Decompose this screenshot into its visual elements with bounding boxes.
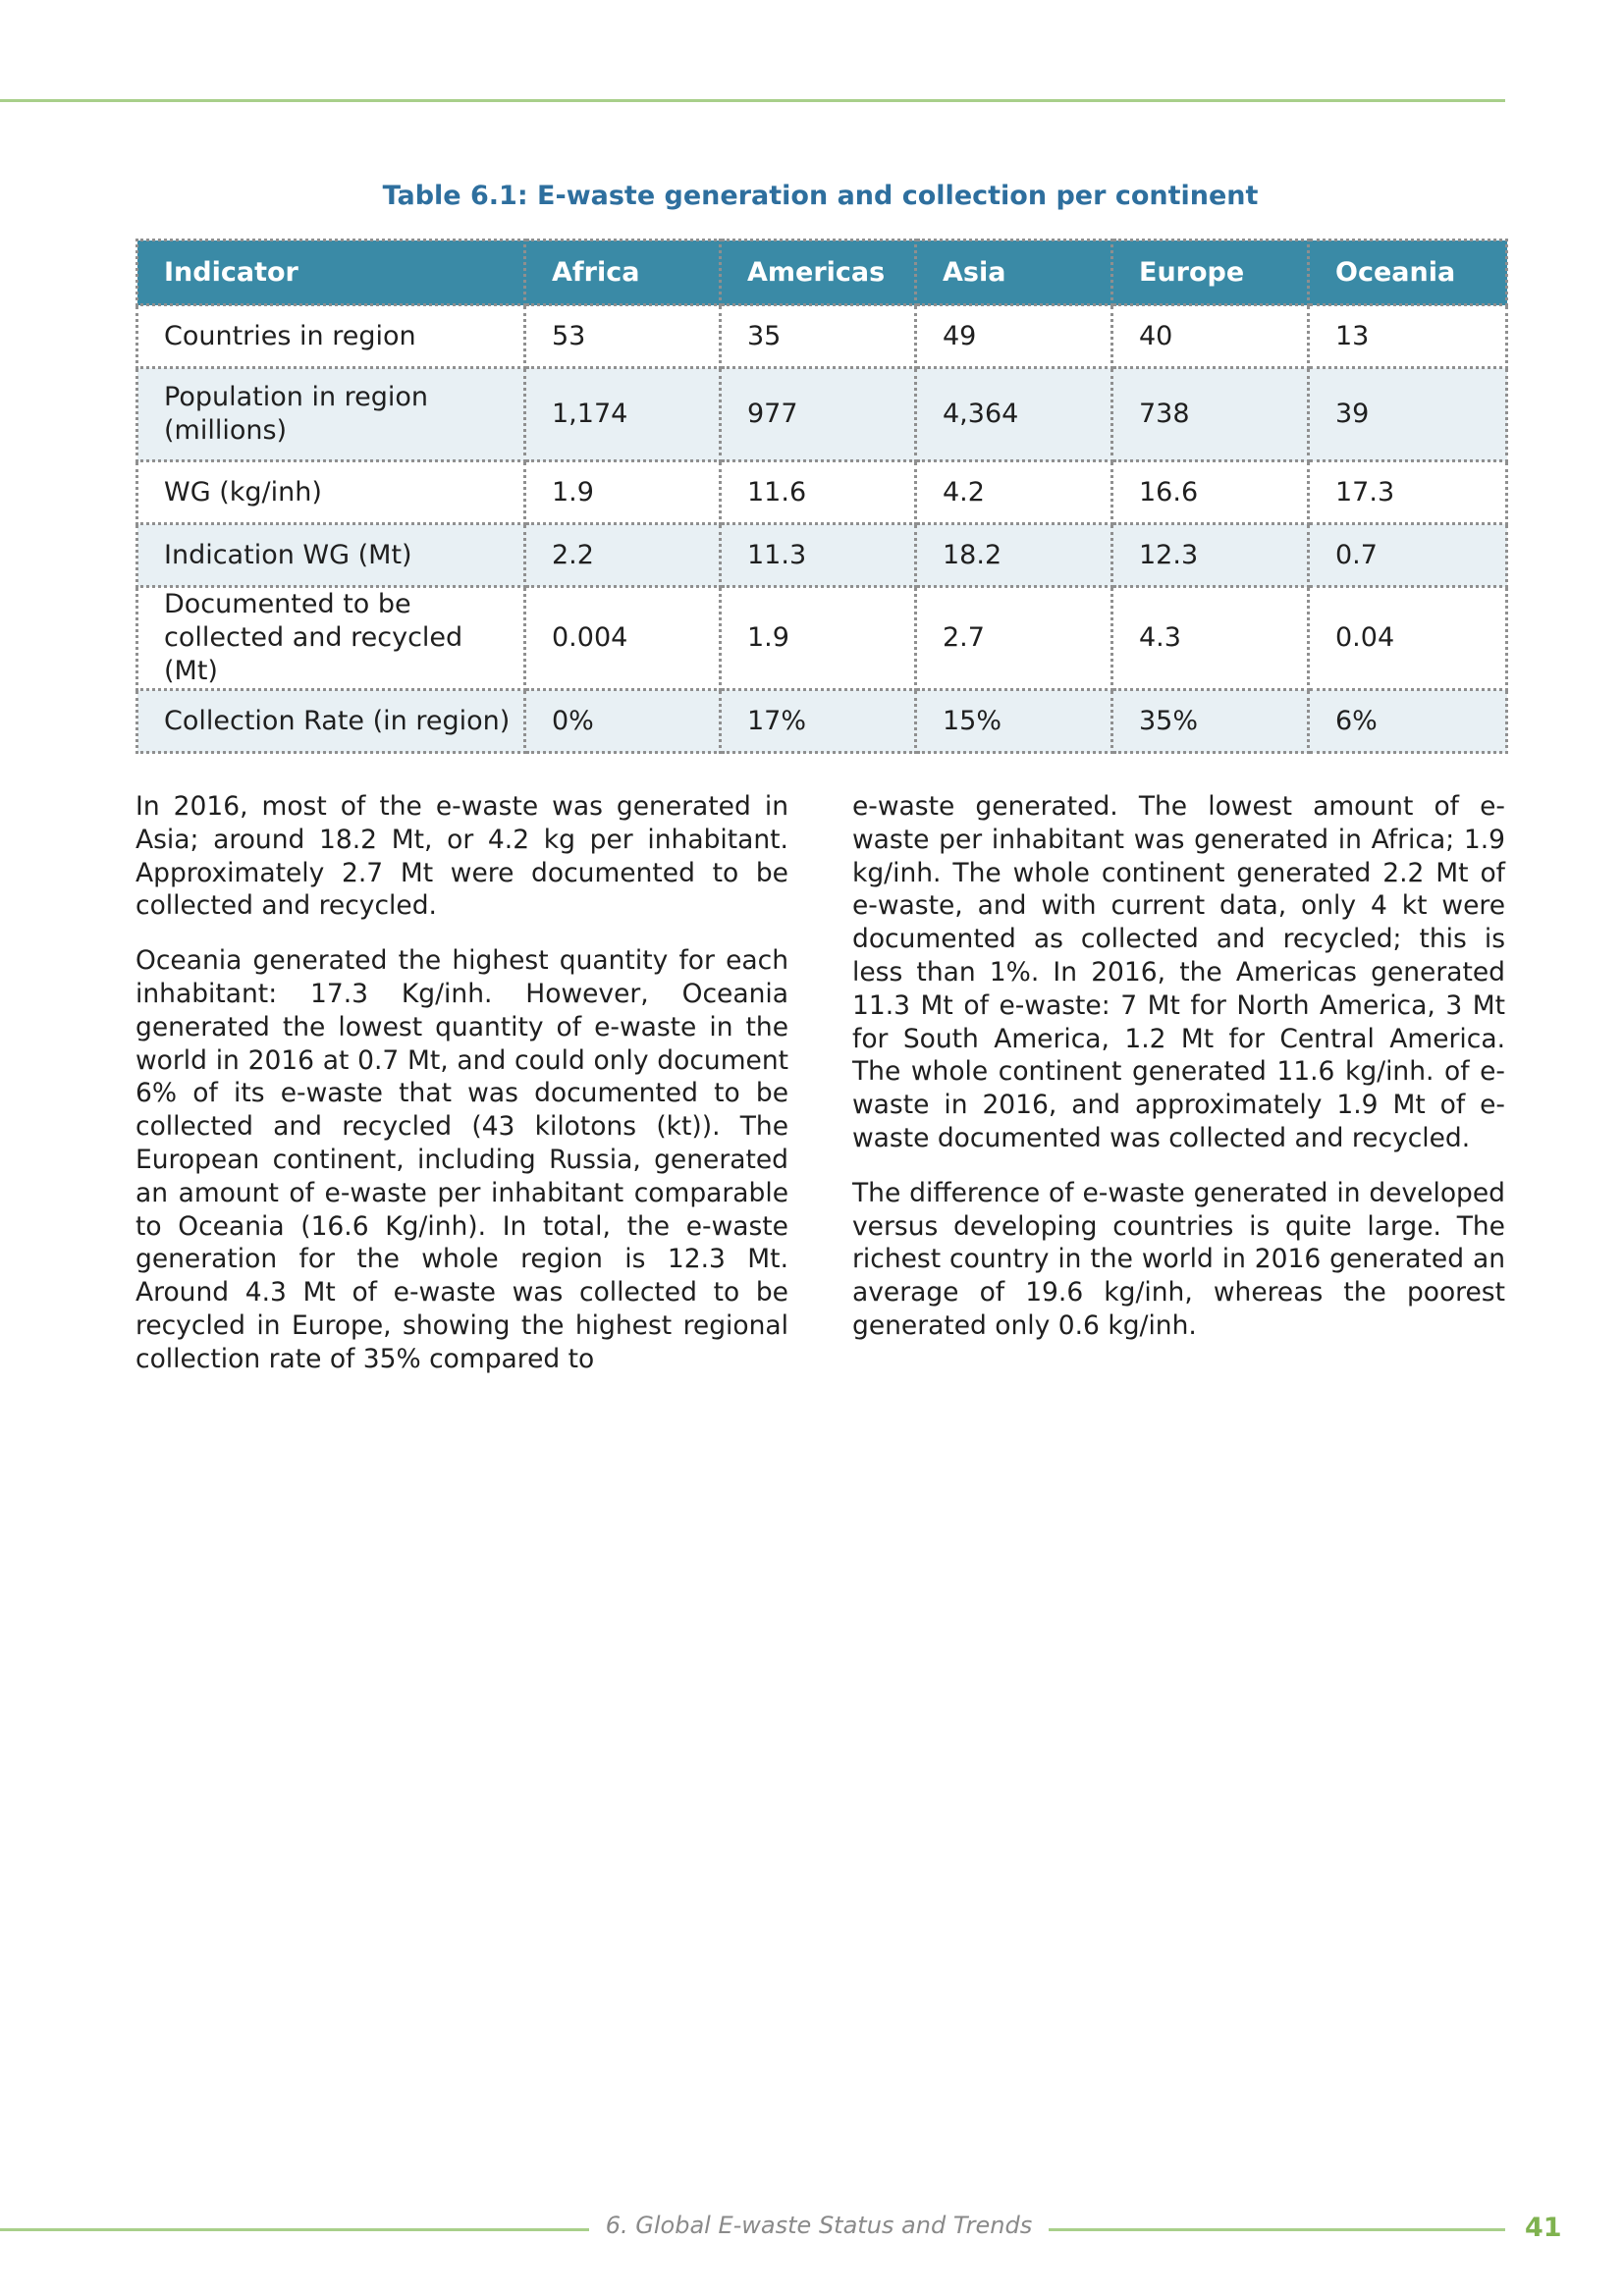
table-cell: 0.004 <box>525 587 721 690</box>
row-label: Countries in region <box>137 305 525 368</box>
row-label: Documented to be collected and recycled (Mt) <box>137 587 525 690</box>
header-rule <box>0 99 1505 102</box>
table-cell: 4.3 <box>1112 587 1309 690</box>
body-column-right <box>852 790 1505 1364</box>
table-cell: 35% <box>1112 690 1309 753</box>
row-label: Indication WG (Mt) <box>137 524 525 587</box>
row-label: Population in region (millions) <box>137 368 525 461</box>
row-label: Collection Rate (in region) <box>137 690 525 753</box>
header-cell: Oceania <box>1309 240 1507 305</box>
table-cell: 1,174 <box>525 368 721 461</box>
table-row <box>137 461 1507 524</box>
table-cell: 4.2 <box>916 461 1112 524</box>
table-cell: 39 <box>1309 368 1507 461</box>
table-cell: 15% <box>916 690 1112 753</box>
table-cell: 11.6 <box>721 461 916 524</box>
table-cell: 2.2 <box>525 524 721 587</box>
table-header-row <box>137 240 1507 305</box>
table-row <box>137 587 1507 690</box>
header-cell: Asia <box>916 240 1112 305</box>
table-cell: 1.9 <box>525 461 721 524</box>
header-cell: Europe <box>1112 240 1309 305</box>
table-cell: 13 <box>1309 305 1507 368</box>
table-row <box>137 690 1507 753</box>
table-cell: 17.3 <box>1309 461 1507 524</box>
table-cell: 2.7 <box>916 587 1112 690</box>
table-cell: 0% <box>525 690 721 753</box>
body-paragraph: In 2016, most of the e-waste was generated in Asia; around 18.2 Mt, or 4.2 kg per inhabitant. Approximately 2.7 Mt were documented to be collected and recycled. <box>135 791 788 922</box>
table-cell: 40 <box>1112 305 1309 368</box>
body-paragraph: e-waste generated. The lowest amount of e-waste per inhabitant was generated in Africa; 1.9 kg/inh. The whole continent generated 2.2 Mt of e-waste, and with current data, only 4 kt were documented as collected and recycled; this is less than 1%. In 2016, the Americas generated 11.3 Mt of e-waste: 7 Mt for North America, 3 Mt for South America, 1.2 Mt for Central America. The whole continent generated 11.6 kg/inh. of e-waste in 2016, and approximately 1.9 Mt of e-waste documented was collected and recycled. <box>852 791 1505 1153</box>
header-cell: Americas <box>721 240 916 305</box>
table-cell: 17% <box>721 690 916 753</box>
page-number: 41 <box>1525 2213 1562 2243</box>
body-paragraph: The difference of e-waste generated in developed versus developing countries is quite large. The richest country in the world in 2016 generated an average of 19.6 kg/inh, whereas the poorest generated only 0.6 kg/inh. <box>852 1177 1505 1341</box>
header-cell: Indicator <box>137 240 525 305</box>
table-cell: 0.7 <box>1309 524 1507 587</box>
table-cell: 16.6 <box>1112 461 1309 524</box>
body-column-left <box>135 790 788 1398</box>
footer-chapter-title: 6. Global E-waste Status and Trends <box>605 2212 1033 2239</box>
table-cell: 35 <box>721 305 916 368</box>
table-cell: 18.2 <box>916 524 1112 587</box>
table-cell: 0.04 <box>1309 587 1507 690</box>
table-row <box>137 368 1507 461</box>
table-cell: 12.3 <box>1112 524 1309 587</box>
header-cell: Africa <box>525 240 721 305</box>
footer-rule-right <box>1049 2228 1505 2231</box>
ewaste-table <box>135 239 1508 754</box>
table-cell: 977 <box>721 368 916 461</box>
table-row <box>137 305 1507 368</box>
table-title: Table 6.1: E-waste generation and collection per continent <box>382 181 1259 211</box>
table-cell: 6% <box>1309 690 1507 753</box>
table-row <box>137 524 1507 587</box>
table-cell: 738 <box>1112 368 1309 461</box>
footer-rule-left <box>0 2228 589 2231</box>
row-label: WG (kg/inh) <box>137 461 525 524</box>
body-paragraph: Oceania generated the highest quantity for each inhabitant: 17.3 Kg/inh. However, Oceania generated the lowest quantity of e-waste in the world in 2016 at 0.7 Mt, and could only document 6% of its e-waste that was documented to be collected and recycled (43 kilotons (kt)). The European continent, including Russia, generated an amount of e-waste per inhabitant comparable to Oceania (16.6 Kg/inh). In total, the e-waste generation for the whole region is 12.3 Mt. Around 4.3 Mt of e-waste was collected to be recycled in Europe, showing the highest regional collection rate of 35% compared to <box>135 945 788 1374</box>
table-cell: 11.3 <box>721 524 916 587</box>
table-cell: 53 <box>525 305 721 368</box>
table-cell: 1.9 <box>721 587 916 690</box>
table-cell: 49 <box>916 305 1112 368</box>
table-cell: 4,364 <box>916 368 1112 461</box>
